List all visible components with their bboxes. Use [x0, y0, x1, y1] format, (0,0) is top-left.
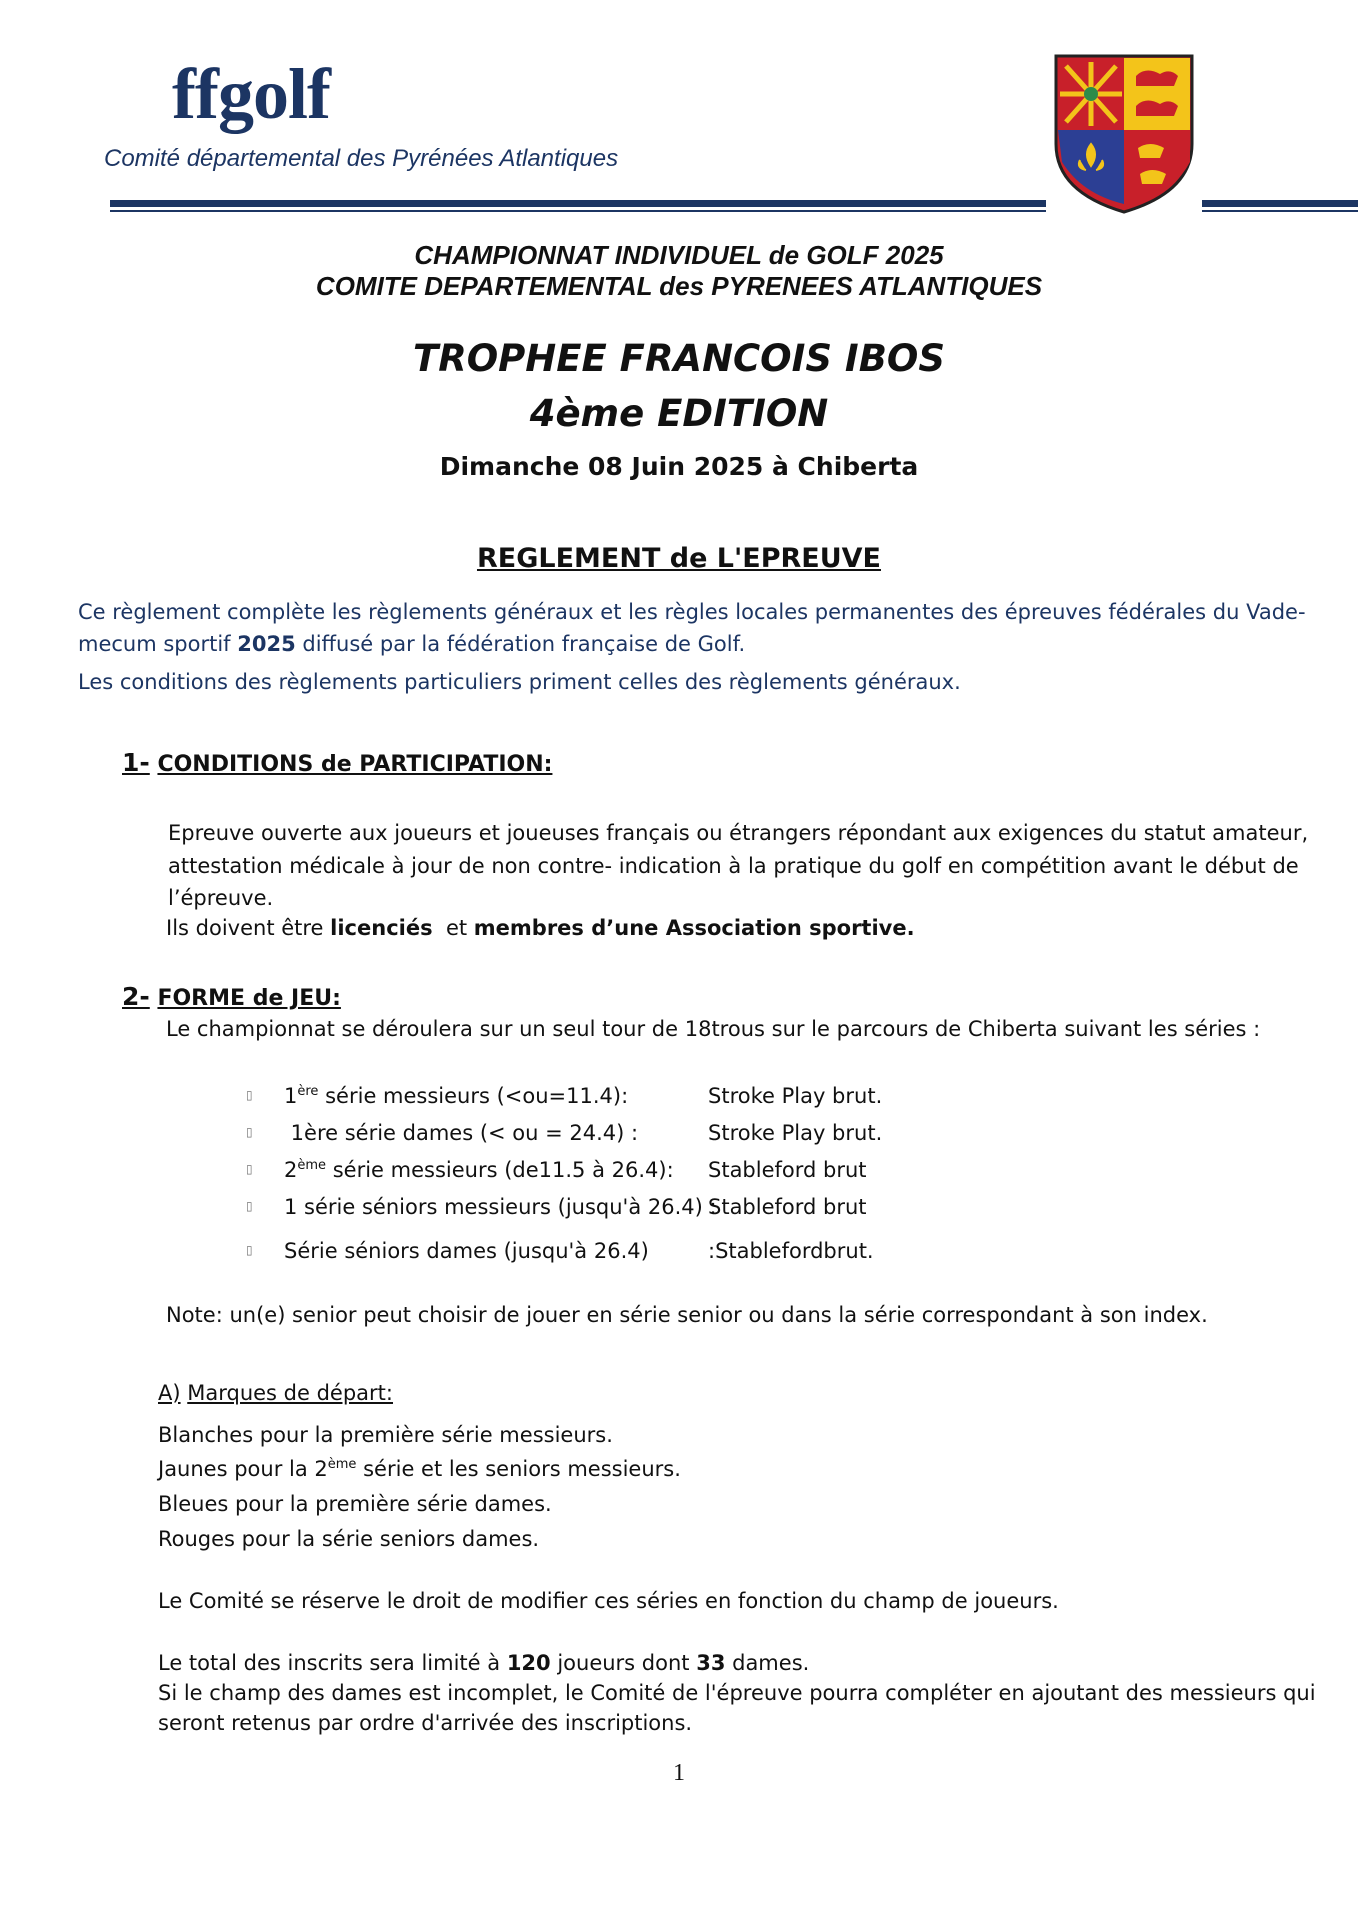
marque-blanches: Blanches pour la première série messieurs. — [158, 1423, 613, 1447]
section1-licence: Ils doivent être licenciés et membres d’une Association sportive. — [166, 916, 915, 940]
square-bullet-icon: ▯ — [246, 1125, 253, 1139]
series-label: 2ème série messieurs (de11.5 à 26.4): — [284, 1158, 674, 1182]
marque-bleues: Bleues pour la première série dames. — [158, 1492, 552, 1516]
committee-subtitle: Comité départemental des Pyrénées Atlantiques — [104, 145, 619, 172]
series-format: Stroke Play brut. — [708, 1084, 883, 1108]
dames-complement: Si le champ des dames est incomplet, le Comité de l'épreuve pourra compléter en ajoutant des messieurs qui seront retenus par ordre d'arrivée des inscriptions. — [158, 1681, 1316, 1736]
trophy-title: TROPHEE FRANCOIS IBOS — [412, 337, 946, 380]
reglement-heading: REGLEMENT de L'EPREUVE — [476, 543, 881, 574]
series-format: Stroke Play brut. — [708, 1121, 883, 1145]
square-bullet-icon: ▯ — [246, 1088, 253, 1102]
series-label: 1ère série messieurs (<ou=11.4): — [284, 1084, 629, 1108]
section2-text: Le championnat se déroulera sur un seul tour de 18trous sur le parcours de Chiberta suivant les séries : — [166, 1017, 1261, 1041]
square-bullet-icon: ▯ — [246, 1243, 253, 1257]
series-item — [246, 1121, 1146, 1151]
section2-heading: 2- FORME de JEU: — [122, 982, 341, 1011]
series-label: 1ère série dames (< ou = 24.4) : — [284, 1121, 639, 1145]
section1-heading: 1- CONDITIONS de PARTICIPATION: — [122, 748, 553, 777]
total-inscrits: Le total des inscrits sera limité à 120 joueurs dont 33 dames. — [158, 1651, 810, 1675]
coat-of-arms-icon — [1052, 52, 1196, 216]
event-date: Dimanche 08 Juin 2025 à Chiberta — [439, 452, 919, 481]
header-rule-thin — [110, 210, 1046, 212]
series-label: 1 série séniors messieurs (jusqu'à 26.4) : — [284, 1195, 717, 1219]
marques-heading: A) Marques de départ: — [158, 1381, 393, 1405]
series-item — [246, 1239, 1146, 1269]
committee-title: COMITE DEPARTEMENTAL des PYRENEES ATLANTIQUES — [315, 271, 1043, 301]
intro-precedence: Les conditions des règlements particuliers priment celles des règlements généraux. — [78, 670, 961, 694]
series-item — [246, 1084, 1146, 1114]
ffgolf-logo: ffgolf — [172, 54, 330, 134]
series-format: :Stablefordbrut. — [708, 1239, 874, 1263]
series-format: Stableford brut — [708, 1195, 867, 1219]
header-rule-right-thin — [1202, 210, 1358, 212]
senior-note: Note: un(e) senior peut choisir de jouer en série senior ou dans la série correspondant à son index. — [166, 1303, 1208, 1327]
section1-text: Epreuve ouverte aux joueurs et joueuses français ou étrangers répondant aux exigences du statut amateur, attestation médicale à jour de non contre- indication à la pratique du golf en compétition avant le début de l’épreuve. — [168, 821, 1309, 911]
edition-title: 4ème EDITION — [529, 392, 829, 435]
series-item — [246, 1158, 1146, 1188]
series-label: Série séniors dames (jusqu'à 26.4) — [284, 1239, 649, 1263]
intro-paragraph: Ce règlement complète les règlements généraux et les règles locales permanentes des épreuves fédérales du Vade-mecum sportif 2025 diffusé par la fédération française de Golf. — [78, 600, 1306, 656]
square-bullet-icon: ▯ — [246, 1162, 253, 1176]
series-item — [246, 1195, 1146, 1225]
header-rule — [110, 200, 1046, 207]
championship-title: CHAMPIONNAT INDIVIDUEL de GOLF 2025 — [414, 240, 944, 270]
square-bullet-icon: ▯ — [246, 1199, 253, 1213]
comite-reserve: Le Comité se réserve le droit de modifier ces séries en fonction du champ de joueurs. — [158, 1589, 1059, 1613]
page-number: 1 — [673, 1760, 685, 1786]
header-rule-right — [1202, 200, 1358, 207]
series-list — [246, 1084, 1146, 1274]
series-format: Stableford brut — [708, 1158, 867, 1182]
marque-jaunes: Jaunes pour la 2ème série et les seniors messieurs. — [158, 1457, 681, 1481]
marque-rouges: Rouges pour la série seniors dames. — [158, 1527, 540, 1551]
